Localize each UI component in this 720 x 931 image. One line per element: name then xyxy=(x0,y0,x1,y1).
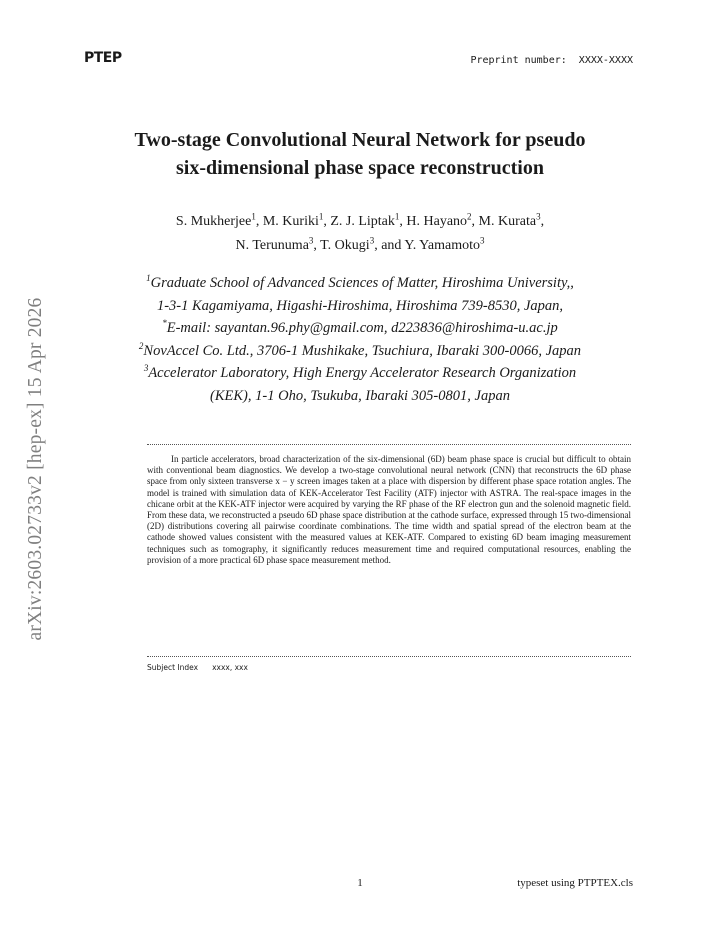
affiliation-3-line-2: (KEK), 1-1 Oho, Tsukuba, Ibaraki 305-0801, Japan xyxy=(210,387,510,404)
author: Y. Yamamoto$^3$ xyxy=(404,235,485,253)
author: H. Hayano$^2$ xyxy=(406,211,472,229)
subject-index xyxy=(147,663,248,672)
paper-title xyxy=(80,126,640,182)
subject-index-label: Subject Index xyxy=(147,663,199,672)
page-number: 1 xyxy=(357,877,363,889)
author: N. Terunuma$^3$ xyxy=(235,235,314,253)
author: Z. J. Liptak$^1$ xyxy=(330,211,400,229)
author: S. Mukherjee$^1$ xyxy=(175,211,256,229)
affiliation-1-line-1: $^1$Graduate School of Advanced Sciences of Matter, Hiroshima University,, xyxy=(146,273,574,291)
corresponding-email[interactable]: *E-mail: sayantan.96.phy@gmail.com, d223836@hiroshima-u.ac.jp xyxy=(162,318,558,336)
affiliation-1-line-2: 1-3-1 Kagamiyama, Higashi-Hiroshima, Hiroshima 739-8530, Japan, xyxy=(156,297,564,314)
author: M. Kurata$^3$ xyxy=(478,211,541,229)
author-list: S. Mukherjee$^1$, M. Kuriki$^1$, Z. J. Liptak$^1$, H. Hayano$^2$, M. Kurata$^3$, N. Terunuma$^3$, T. Okugi$^3$, and Y. Yamamoto$^3$ xyxy=(175,211,545,253)
typeset-note: typeset using PTPTEX.cls xyxy=(517,877,633,889)
abstract-top-rule xyxy=(147,444,631,445)
subject-index-value: xxxx, xxx xyxy=(212,663,248,672)
affiliation-3-line-1: $^3$Accelerator Laboratory, High Energy Accelerator Research Organization xyxy=(143,363,577,381)
affiliations xyxy=(70,272,650,407)
title-line-2: six-dimensional phase space reconstruction xyxy=(176,157,544,179)
affiliation-2: $^2$NovAccel Co. Ltd., 3706-1 Mushikake, Tsuchiura, Ibaraki 300-0066, Japan xyxy=(138,340,582,359)
title-line-1: Two-stage Convolutional Neural Network for pseudo xyxy=(134,129,586,151)
abstract-bottom-rule xyxy=(147,656,631,657)
arxiv-identifier[interactable]: arXiv:2603.02733v2 [hep-ex] 15 Apr 2026 xyxy=(25,297,46,641)
journal-logo: PTEP xyxy=(84,50,122,66)
abstract: In particle accelerators, broad characterization of the six-dimensional (6D) beam phase space is crucial but difficult to obtain with conventional beam diagnostics. We develop a two-stage convolutional neural network (CNN) that reconstructs the 6D phase space from only sixteen transverse x − y screen images taken at a place with dispersion by different phase space rotation angles. The model is trained with simulation data of KEK-Accelerator Test Facility (ATF) injector with ASTRA. The real-space images in the chicane orbit at the KEK-ATF injector were acquired by varying the RF phase of the RF electron gun and the solenoid magnetic field. From these data, we reconstructed a pseudo 6D phase space distribution at the cathode surface, expressed through 15 two-dimensional (2D) distributions covering all pairwise coordinate combinations. The time width and spatial spread of the electron beam at the cathode showed values consistent with the measured values at KEK-ATF. Compared to existing 6D beam imaging measurement techniques such as tomography, it significantly reduces measurement time and required computational resources, enabling the provision of a more practical 6D phase space measurement method. xyxy=(147,454,631,565)
author: M. Kuriki$^1$ xyxy=(262,211,324,229)
author: T. Okugi$^3$ xyxy=(320,235,375,253)
preprint-number: Preprint number: XXXX-XXXX xyxy=(470,55,633,66)
